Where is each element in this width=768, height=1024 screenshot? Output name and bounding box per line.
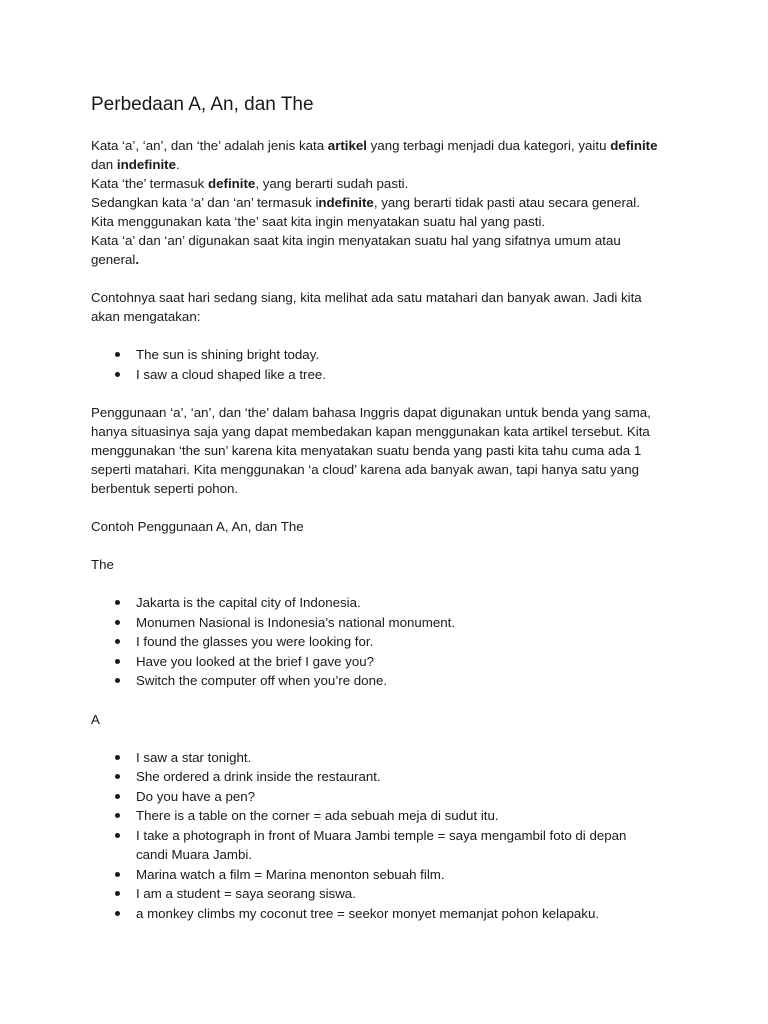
list-item: She ordered a drink inside the restaurant. xyxy=(91,767,691,787)
list-item: There is a table on the corner = ada sebuah meja di sudut itu. xyxy=(91,806,691,826)
intro-line: Kata ‘a’ dan ‘an’ digunakan saat kita ingin menyatakan suatu hal yang sifatnya umum atau xyxy=(91,233,621,248)
text-line: hanya situasinya saja yang dapat membedakan kapan menggunakan kata artikel tersebut. Kita xyxy=(91,424,650,439)
text-line: akan mengatakan: xyxy=(91,309,201,324)
list-item: I found the glasses you were looking for. xyxy=(91,632,691,652)
intro-line: Kata ‘the’ termasuk definite, yang berarti sudah pasti. xyxy=(91,176,409,191)
list-item: I saw a cloud shaped like a tree. xyxy=(91,365,691,385)
text-line: berbentuk seperti pohon. xyxy=(91,481,239,496)
example-intro-paragraph xyxy=(91,288,691,326)
intro-line: general. xyxy=(91,252,140,267)
example-list xyxy=(91,345,691,384)
list-item: I take a photograph in front of Muara Jambi temple = saya mengambil foto di depan candi Muara Jambi. xyxy=(91,826,691,865)
the-heading: The xyxy=(91,557,114,572)
intro-line: Kata ‘a’, ‘an’, dan ‘the’ adalah jenis kata artikel yang terbagi menjadi dua kategori, yaitu definite xyxy=(91,138,658,153)
document-body xyxy=(91,92,691,923)
text-line: Contohnya saat hari sedang siang, kita melihat ada satu matahari dan banyak awan. Jadi kita xyxy=(91,290,642,305)
list-item: Switch the computer off when you’re done. xyxy=(91,671,691,691)
intro-line: Kita menggunakan kata ‘the’ saat kita ingin menyatakan suatu hal yang pasti. xyxy=(91,214,546,229)
list-item: Marina watch a film = Marina menonton sebuah film. xyxy=(91,865,691,885)
list-item: The sun is shining bright today. xyxy=(91,345,691,365)
list-item: Jakarta is the capital city of Indonesia. xyxy=(91,593,691,613)
text-line: Penggunaan ‘a’, ‘an’, dan ‘the’ dalam bahasa Inggris dapat digunakan untuk benda yang sama, xyxy=(91,405,651,420)
list-item: I am a student = saya seorang siswa. xyxy=(91,884,691,904)
list-item: Monumen Nasional is Indonesia’s national monument. xyxy=(91,613,691,633)
the-example-list xyxy=(91,593,691,691)
a-heading: A xyxy=(91,711,100,727)
section-title: Contoh Penggunaan A, An, dan The xyxy=(91,519,304,534)
intro-paragraph xyxy=(91,136,691,269)
text-line: menggunakan ‘the sun’ karena kita menyatakan suatu benda yang pasti kita tahu cuma ada 1 xyxy=(91,443,642,458)
usage-paragraph xyxy=(91,403,691,498)
intro-line: dan indefinite. xyxy=(91,157,180,172)
a-example-list xyxy=(91,748,691,924)
text-line: seperti matahari. Kita menggunakan ‘a cloud’ karena ada banyak awan, tapi hanya satu yang xyxy=(91,462,639,477)
page-title: Perbedaan A, An, dan The xyxy=(91,94,314,115)
list-item: I saw a star tonight. xyxy=(91,748,691,768)
list-item: Have you looked at the brief I gave you? xyxy=(91,652,691,672)
list-item: a monkey climbs my coconut tree = seekor monyet memanjat pohon kelapaku. xyxy=(91,904,691,924)
intro-line: Sedangkan kata ‘a’ dan ‘an’ termasuk indefinite, yang berarti tidak pasti atau secara general. xyxy=(91,195,640,210)
list-item: Do you have a pen? xyxy=(91,787,691,807)
